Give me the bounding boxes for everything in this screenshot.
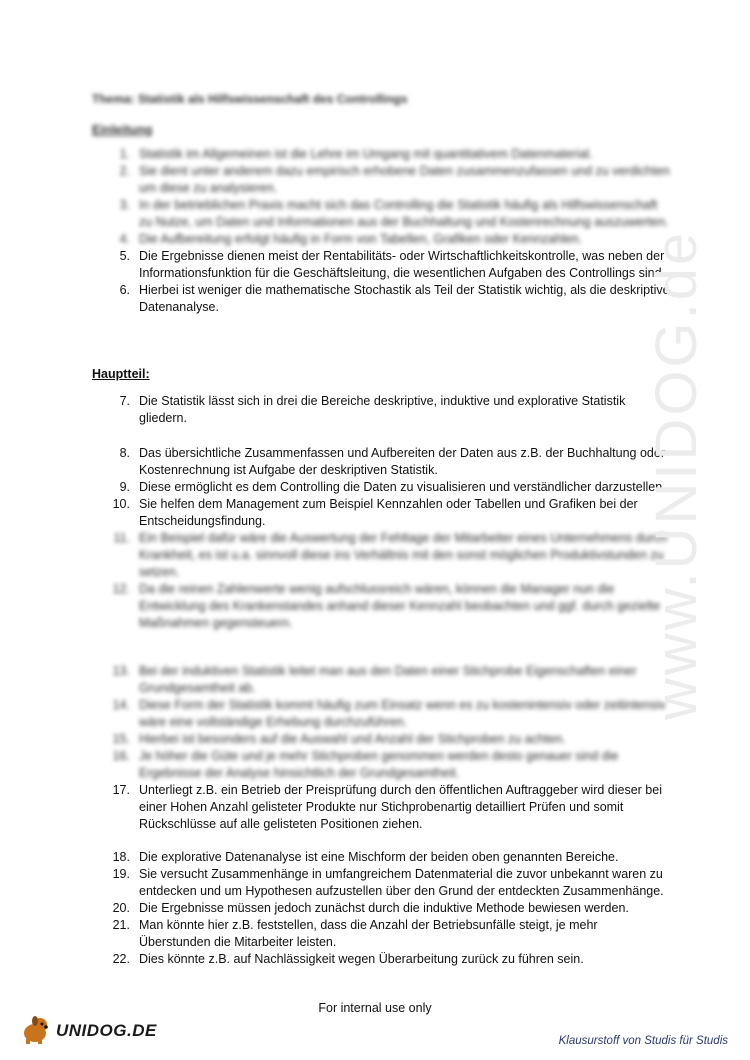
list-item-number: 15. bbox=[112, 732, 130, 746]
list-item-text: Die Ergebnisse dienen meist der Rentabilitäts- oder Wirtschaftlichkeitskontrolle, was neben der Informationsfunktion für die Geschäftsleitung, die wesentlichen Aufgaben des Controllings sind. bbox=[139, 249, 666, 280]
section-heading-intro: Einleitung bbox=[92, 123, 153, 137]
list-item bbox=[92, 445, 672, 479]
footer-note: For internal use only bbox=[318, 1001, 432, 1015]
footer-tagline: Klausurstoff von Studis für Studis bbox=[558, 1035, 728, 1047]
list-item bbox=[92, 248, 672, 282]
list-item bbox=[92, 530, 672, 581]
list-item-text: Sie versucht Zusammenhänge in umfangreichem Datenmaterial die zuvor unbekannt waren zu entdecken und um Hypothesen aufzustellen über den Grund der entdeckten Zusammenhänge. bbox=[139, 867, 664, 898]
list-item bbox=[92, 748, 672, 782]
list-item-text: Unterliegt z.B. ein Betrieb der Preisprüfung durch den öffentlichen Auftraggeber wird dieser bei einer Hohen Anzahl gelisteter Produkte nur Stichprobenartig detailliert Prüfen und somit Rückschlüsse auf alle gelisteten Positionen ziehen. bbox=[139, 783, 662, 831]
list-item bbox=[92, 917, 672, 951]
list-item bbox=[92, 197, 672, 231]
list-item-number: 18. bbox=[112, 850, 130, 864]
main-list-group-1 bbox=[92, 393, 672, 427]
list-item-number: 9. bbox=[119, 480, 130, 494]
list-item-text: Bei der induktiven Statistik leitet man aus den Daten einer Stichprobe Eigenschaften einer Grundgesamtheit ab. bbox=[139, 664, 637, 695]
list-item-text: Die Aufbereitung erfolgt häufig in Form von Tabellen, Grafiken oder Kennzahlen. bbox=[139, 232, 583, 246]
list-item bbox=[92, 496, 672, 530]
section-heading-main: Hauptteil: bbox=[92, 367, 150, 381]
list-item bbox=[92, 163, 672, 197]
list-item-text: Statistik im Allgemeinen ist die Lehre im Umgang mit quantitativem Datenmaterial. bbox=[139, 147, 593, 161]
list-item bbox=[92, 231, 672, 248]
list-item-number: 8. bbox=[119, 446, 130, 460]
list-item-number: 5. bbox=[119, 249, 130, 263]
list-item-number: 3. bbox=[119, 198, 130, 212]
list-item bbox=[92, 663, 672, 697]
logo-text: UNIDOG.DE bbox=[56, 1020, 157, 1040]
list-item-number: 21. bbox=[112, 918, 130, 932]
list-item-text: Die Ergebnisse müssen jedoch zunächst durch die induktive Methode bewiesen werden. bbox=[139, 901, 629, 915]
list-item-number: 11. bbox=[113, 531, 130, 545]
document-title: Thema: Statistik als Hilfswissenschaft des Controllings bbox=[92, 92, 408, 106]
list-item-text: Da die reinen Zahlenwerte wenig aufschlussreich wären, können die Manager nun die Entwicklung des Krankenstandes anhand dieser Kennzahl beobachten und ggf. durch gezielte Maßnahmen gegensteuern. bbox=[139, 582, 661, 630]
list-item-number: 13. bbox=[112, 664, 130, 678]
list-item-number: 6. bbox=[119, 283, 130, 297]
list-item-number: 2. bbox=[119, 164, 130, 178]
site-watermark: www.UNIDOG.de bbox=[644, 229, 709, 720]
list-item-number: 4. bbox=[119, 232, 130, 246]
list-item bbox=[92, 146, 672, 163]
list-item-text: Sie dient unter anderem dazu empirisch erhobene Daten zusammenzufassen und zu verdichten um diese zu analysieren. bbox=[139, 164, 670, 195]
list-item-text: Diese Form der Statistik kommt häufig zum Einsatz wenn es zu kostenintensiv oder zeitintensiv wäre eine vollständige Erhebung durchzuführen. bbox=[139, 698, 666, 729]
list-item bbox=[92, 282, 672, 316]
list-item-text: Das übersichtliche Zusammenfassen und Aufbereiten der Daten aus z.B. der Buchhaltung oder Kostenrechnung ist Aufgabe der deskriptiven Statistik. bbox=[139, 446, 666, 477]
list-item-number: 10. bbox=[112, 497, 130, 511]
list-item bbox=[92, 393, 672, 427]
list-item-text: Je höher die Güte und je mehr Stichproben genommen werden desto genauer sind die Ergebnisse der Analyse hinsichtlich der Grundgesamtheit. bbox=[139, 749, 619, 780]
main-list-group-3 bbox=[92, 663, 672, 833]
list-item bbox=[92, 731, 672, 748]
list-item-text: In der betrieblichen Praxis macht sich das Controlling die Statistik häufig als Hilfswissenschaft zu Nutze, um Daten und Informationen aus der Buchhaltung und Kostenrechnung auszuwerten. bbox=[139, 198, 669, 229]
list-item-number: 22. bbox=[112, 952, 130, 966]
list-item-text: Dies könnte z.B. auf Nachlässigkeit wegen Überarbeitung zurück zu führen sein. bbox=[139, 952, 584, 966]
list-item bbox=[92, 849, 672, 866]
list-item-number: 19. bbox=[112, 867, 130, 881]
intro-list bbox=[92, 146, 672, 316]
list-item-number: 16. bbox=[112, 749, 130, 763]
main-list-group-2 bbox=[92, 445, 672, 632]
list-item-text: Man könnte hier z.B. feststellen, dass die Anzahl der Betriebsunfälle steigt, je mehr Überstunden die Mitarbeiter leisten. bbox=[139, 918, 598, 949]
list-item-number: 1. bbox=[119, 147, 130, 161]
list-item bbox=[92, 479, 672, 496]
list-item bbox=[92, 782, 672, 833]
list-item-text: Diese ermöglicht es dem Controlling die Daten zu visualisieren und verständlicher darzustellen. bbox=[139, 480, 666, 494]
list-item-text: Die Statistik lässt sich in drei die Bereiche deskriptive, induktive und explorative Statistik gliedern. bbox=[139, 394, 626, 425]
list-item bbox=[92, 900, 672, 917]
list-item-number: 7. bbox=[119, 394, 130, 408]
list-item bbox=[92, 866, 672, 900]
list-item-number: 20. bbox=[112, 901, 130, 915]
list-item-number: 17. bbox=[112, 783, 130, 797]
list-item-number: 12. bbox=[112, 582, 130, 596]
list-item-text: Sie helfen dem Management zum Beispiel Kennzahlen oder Tabellen und Grafiken bei der Entscheidungsfindung. bbox=[139, 497, 638, 528]
list-item bbox=[92, 581, 672, 632]
list-item-text: Hierbei ist besonders auf die Auswahl und Anzahl der Stichproben zu achten. bbox=[139, 732, 566, 746]
list-item-number: 14. bbox=[112, 698, 130, 712]
dog-icon bbox=[18, 1015, 52, 1045]
unidog-logo[interactable] bbox=[18, 1015, 157, 1045]
list-item bbox=[92, 697, 672, 731]
main-list-group-4 bbox=[92, 849, 672, 968]
list-item bbox=[92, 951, 672, 968]
list-item-text: Ein Beispiel dafür wäre die Auswertung der Fehltage der Mitarbeiter eines Unternehmens durch Krankheit, es ist u.a. sinnvoll diese ins Verhältnis mit den sonst möglichen Produktivstunden zu setzen. bbox=[139, 531, 668, 579]
list-item-text: Die explorative Datenanalyse ist eine Mischform der beiden oben genannten Bereiche. bbox=[139, 850, 619, 864]
list-item-text: Hierbei ist weniger die mathematische Stochastik als Teil der Statistik wichtig, als die deskriptive Datenanalyse. bbox=[139, 283, 670, 314]
